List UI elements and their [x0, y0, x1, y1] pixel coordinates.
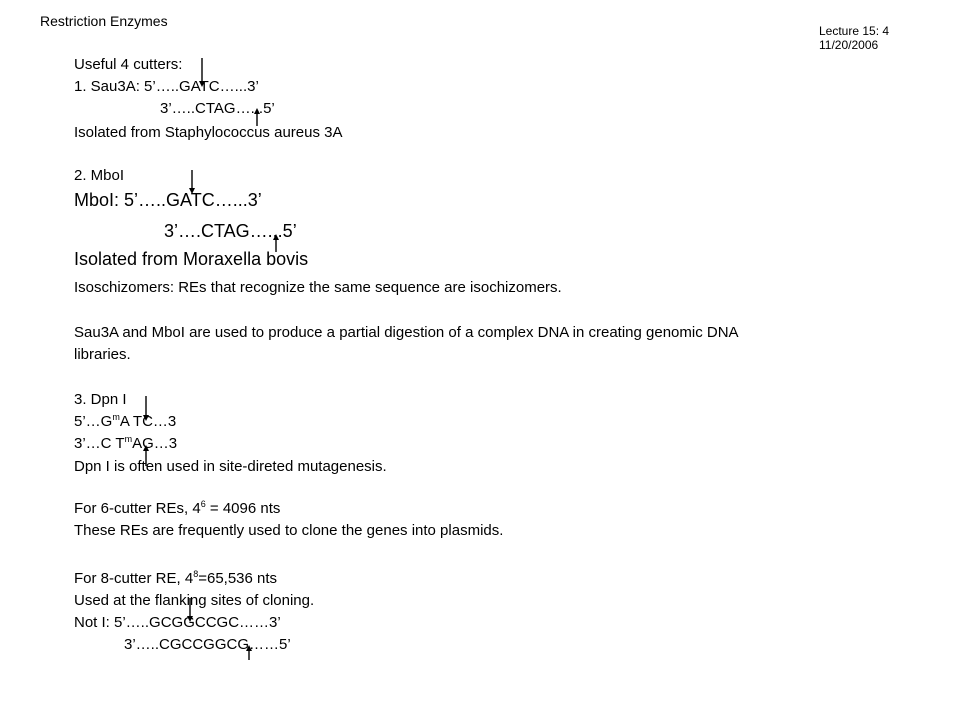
mboi-top-strand: MboI: 5’…..GATC…...3’ [74, 190, 262, 210]
noti-bottom-strand: 3’…..CGCCGGCG……5’ [124, 636, 291, 653]
useful-cutters-heading: Useful 4 cutters: [74, 56, 183, 73]
sau3a-bottom-strand: 3’…..CTAG…...5’ [160, 100, 275, 117]
dpni-usage: Dpn I is often used in site-direted mutagenesis. [74, 458, 387, 475]
noti-top-strand: Not I: 5’…..GCGGCCGC……3’ [74, 614, 281, 631]
mboi-source: Isolated from Moraxella bovis [74, 249, 309, 269]
lecture-label: Lecture 15: 4 [819, 24, 890, 38]
mboi-bottom-strand: 3’….CTAG…...5’ [164, 221, 297, 241]
partial-digestion-line-2: libraries. [74, 346, 131, 363]
eight-cutter-line: For 8-cutter RE, $4^8=65,536$ nts [74, 569, 278, 587]
mboi-heading: 2. MboI [74, 167, 125, 184]
dpni-heading: 3. Dpn I [74, 391, 127, 408]
dpni-top-strand: $5’\dots G^mA$ TC…3 [74, 412, 177, 430]
slide-title: Restriction Enzymes [40, 13, 168, 29]
partial-digestion-line-1: Sau3A and MboI are used to produce a partial digestion of a complex DNA in creating genomic DNA [74, 324, 739, 341]
six-cutter-usage: These REs are frequently used to clone the genes into plasmids. [74, 522, 504, 539]
isoschizomers-definition: Isoschizomers: REs that recognize the same sequence are isochizomers. [74, 279, 562, 296]
sau3a-top-strand: 1. Sau3A: 5’…..GATC…...3’ [74, 78, 259, 95]
six-cutter-line: For 6-cutter REs, $4^6 = 4096$ nts [74, 499, 281, 517]
sau3a-source: Isolated from Staphylococcus aureus 3A [74, 124, 343, 141]
dpni-bottom-strand: 3’…C $T^mAG\dots 3$ [74, 434, 178, 452]
eight-cutter-usage: Used at the flanking sites of cloning. [74, 592, 315, 609]
date-label: 11/20/2006 [819, 38, 879, 52]
